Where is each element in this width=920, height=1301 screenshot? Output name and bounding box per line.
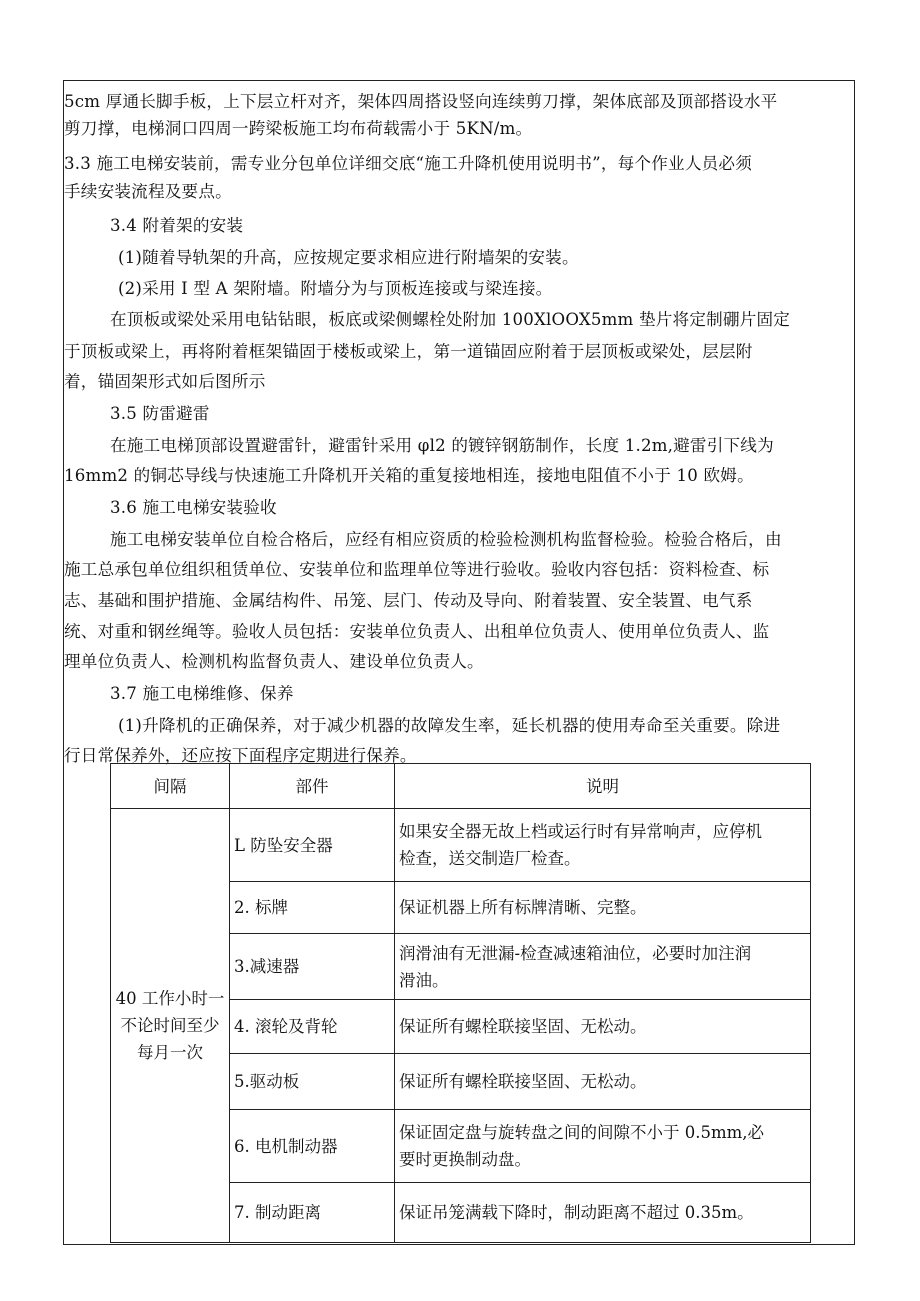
description-cell (395, 1054, 811, 1110)
paragraph-line: 剪刀撑，电梯洞口四周一跨梁板施工均布荷载需小于 5KN/m。 (64, 119, 533, 138)
paragraph-line: 于顶板或梁上，再将附着框架锚固于楼板或梁上，第一道锚固应附着于层顶板或梁处，层层附 (64, 342, 753, 361)
paragraph-line: 在施工电梯顶部设置避雷针，避雷针采用 φl2 的镀锌钢筋制作，长度 1.2m,避雷引下线为 (110, 436, 774, 455)
paragraph-line: 5cm 厚通长脚手板，上下层立杆对齐，架体四周搭设竖向连续剪刀撑，架体底部及顶部搭设水平 (64, 92, 778, 111)
interval-line: 每月一次 (137, 1043, 203, 1062)
section-heading: 3.6 施工电梯安装验收 (110, 498, 277, 517)
part-cell: 4. 滚轮及背轮 (230, 1000, 395, 1054)
paragraph-line: 在顶板或梁处采用电钻钻眼，板底或梁侧螺栓处附加 100XlOOX5mm 垫片将定制硼片固定 (110, 310, 791, 329)
paragraph-line: 施工总承包单位组织租赁单位、安装单位和监理单位等进行验收。验收内容包括：资料检查、标 (64, 560, 770, 579)
part-cell: 7. 制动距离 (230, 1183, 395, 1243)
description-cell (395, 882, 811, 934)
description-line: 润滑油有无泄漏-检查减速箱油位，必要时加注润 (399, 943, 752, 963)
description-cell (395, 1000, 811, 1054)
description-line: 检查，送交制造厂检查。 (399, 849, 581, 868)
paragraph-line: (1)升降机的正确保养，对于减少机器的故障发生率，延长机器的使用寿命至关重要。除进 (118, 716, 781, 735)
description-line: 保证所有螺栓联接坚固、无松动。 (399, 1017, 647, 1036)
part-cell: 2. 标牌 (230, 882, 395, 934)
section-heading: 3.5 防雷避雷 (110, 404, 210, 423)
description-cell (395, 1183, 811, 1243)
interval-cell (111, 809, 230, 1243)
description-line: 如果安全器无故上档或运行时有异常响声，应停机 (399, 822, 762, 841)
part-cell: 3.减速器 (230, 934, 395, 1000)
description-line: 保证机器上所有标牌清晰、完整。 (399, 898, 647, 917)
header-part: 部件 (230, 764, 395, 809)
section-heading: 3.7 施工电梯维修、保养 (110, 684, 294, 703)
paragraph-line: 施工电梯安装单位自检合格后，应经有相应资质的检验检测机构监督检验。检验合格后，由 (110, 530, 782, 549)
part-cell: 6. 电机制动器 (230, 1110, 395, 1183)
section-heading: 3.4 附着架的安装 (110, 216, 244, 235)
paragraph-line: 理单位负责人、检测机构监督负责人、建设单位负责人。 (64, 652, 484, 671)
part-cell: L 防坠安全器 (230, 809, 395, 882)
table-row (111, 809, 811, 882)
paragraph-line: 16mm2 的铜芯导线与快速施工升降机开关箱的重复接地相连，接地电阻值不小于 10 欧姆。 (64, 466, 754, 485)
part-cell: 5.驱动板 (230, 1054, 395, 1110)
paragraph-line: 行日常保养外，还应按下面程序定期进行保养。 (64, 746, 417, 765)
header-interval: 间隔 (111, 764, 230, 809)
description-line: 保证所有螺栓联接坚固、无松动。 (399, 1072, 647, 1091)
maintenance-table (110, 763, 811, 1243)
paragraph-line: 着，锚固架形式如后图所示 (64, 372, 266, 391)
interval-line: 不论时间至少 (120, 1016, 220, 1035)
paragraph-line: (2)采用 I 型 A 架附墙。附墙分为与顶板连接或与梁连接。 (118, 279, 553, 298)
description-cell (395, 1110, 811, 1183)
paragraph-line: 统、对重和钢丝绳等。验收人员包括：安装单位负责人、出租单位负责人、使用单位负责人、监 (64, 622, 770, 641)
paragraph-line: (1)随着导轨架的升高，应按规定要求相应进行附墙架的安装。 (118, 248, 579, 267)
document-frame (63, 80, 855, 1245)
paragraph-line: 志、基础和围护措施、金属结构件、吊笼、层门、传动及导向、附着装置、安全装置、电气系 (64, 591, 753, 610)
description-cell (395, 934, 811, 1000)
description-cell (395, 809, 811, 882)
interval-line: 40 工作小时一 (115, 989, 225, 1008)
paragraph-line: 3.3 施工电梯安装前，需专业分包单位详细交底“施工升降机使用说明书”，每个作业人员必须 (64, 154, 752, 173)
description-line: 滑油。 (399, 970, 449, 990)
description-line: 保证固定盘与旋转盘之间的间隙不小于 0.5mm,必 (399, 1123, 765, 1142)
description-line: 要时更换制动盘。 (399, 1150, 531, 1169)
table-header-row (111, 764, 811, 809)
header-description: 说明 (395, 764, 811, 809)
paragraph-line: 手续安装流程及要点。 (64, 182, 232, 201)
description-line: 保证吊笼满载下降时，制动距离不超过 0.35m。 (399, 1203, 754, 1222)
